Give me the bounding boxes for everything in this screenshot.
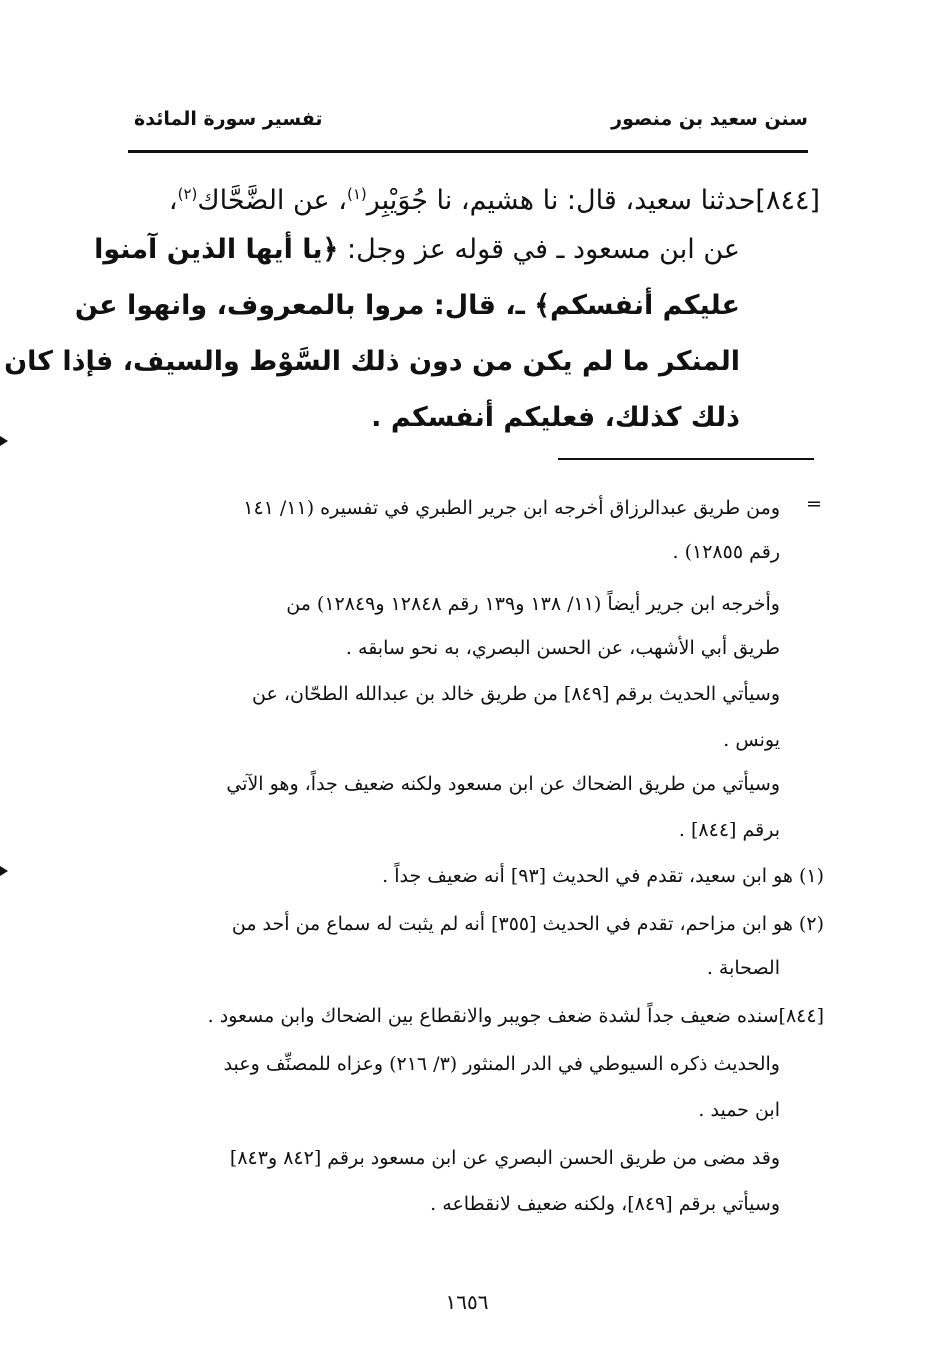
footnote-line: ومن طريق عبدالرزاق أخرجه ابن جرير الطبري في تفسيره (١١/ ١٤١ bbox=[243, 497, 780, 519]
margin-mark bbox=[0, 436, 8, 446]
commentary-line: والحديث ذكره السيوطي في الدر المنثور (٣/ ٢١٦) وعزاه للمصنِّف وعبد bbox=[223, 1053, 780, 1075]
footnote-1: (١) هو ابن سعيد، تقدم في الحديث [٩٣] أنه ضعيف جداً . bbox=[382, 865, 824, 887]
footnote-line: وسيأتي من طريق الضحاك عن ابن مسعود ولكنه ضعيف جداً، وهو الآتي bbox=[226, 773, 780, 795]
footnote-2: (٢) هو ابن مزاحم، تقدم في الحديث [٣٥٥] أنه لم يثبت له سماع من أحد من bbox=[231, 913, 824, 935]
continuation-mark: = bbox=[806, 493, 822, 515]
book-title: سنن سعيد بن منصور bbox=[611, 108, 808, 130]
commentary-line: ابن حميد . bbox=[698, 1099, 780, 1121]
quran-quote-start: ﴿يا أيها الذين آمنوا bbox=[94, 234, 339, 265]
hadith-line-2 bbox=[94, 232, 740, 268]
footnote-line: يونس . bbox=[723, 729, 780, 751]
commentary-line: [٨٤٤]سنده ضعيف جداً لشدة ضعف جويبر والانقطاع بين الضحاك وابن مسعود . bbox=[207, 1005, 824, 1027]
page-number: ١٦٥٦ bbox=[445, 1290, 489, 1314]
hadith-isnad-start: حدثنا سعيد، قال: نا هشيم، نا جُوَيْبِر bbox=[366, 185, 756, 216]
footnote-line: برقم [٨٤٤] . bbox=[678, 819, 780, 841]
margin-mark bbox=[0, 866, 8, 876]
hadith-line-1 bbox=[169, 176, 820, 219]
footnote-line: طريق أبي الأشهب، عن الحسن البصري، به نحو سابقه . bbox=[345, 637, 780, 659]
footnote-line: وأخرجه ابن جرير أيضاً (١١/ ١٣٨ و١٣٩ رقم ١٢٨٤٨ و١٢٨٤٩) من bbox=[286, 593, 780, 615]
hadith-number: [٨٤٤] bbox=[755, 185, 820, 216]
hadith-isnad-mid: ، عن الضَّحَّاك bbox=[197, 185, 347, 216]
footnote-line: رقم ١٢٨٥٥) . bbox=[672, 541, 780, 563]
footnote-separator bbox=[558, 458, 814, 460]
hadith-line-2-plain: عن ابن مسعود ـ في قوله عز وجل: bbox=[338, 234, 740, 265]
running-header bbox=[128, 108, 808, 144]
footnote-line: وسيأتي الحديث برقم [٨٤٩] من طريق خالد بن عبدالله الطحّان، عن bbox=[252, 683, 780, 705]
hadith-isnad-end: ، bbox=[168, 185, 178, 216]
hadith-line-5: ذلك كذلك، فعليكم أنفسكم . bbox=[371, 402, 740, 433]
commentary-line: وقد مضى من طريق الحسن البصري عن ابن مسعود برقم [٨٤٢ و٨٤٣] bbox=[229, 1147, 780, 1169]
footnote-2-cont: الصحابة . bbox=[706, 957, 780, 979]
section-title: تفسير سورة المائدة bbox=[134, 108, 323, 130]
hadith-line-3: عليكم أنفسكم﴾ ـ، قال: مروا بالمعروف، وانهوا عن bbox=[74, 290, 740, 321]
header-rule bbox=[128, 150, 808, 153]
hadith-line-4: المنكر ما لم يكن من دون ذلك السَّوْط والسيف، فإذا كان bbox=[4, 346, 740, 377]
footnote-ref-1: (١) bbox=[346, 185, 367, 203]
footnote-ref-2: (٢) bbox=[177, 185, 198, 203]
commentary-line: وسيأتي برقم [٨٤٩]، ولكنه ضعيف لانقطاعه . bbox=[430, 1193, 780, 1215]
